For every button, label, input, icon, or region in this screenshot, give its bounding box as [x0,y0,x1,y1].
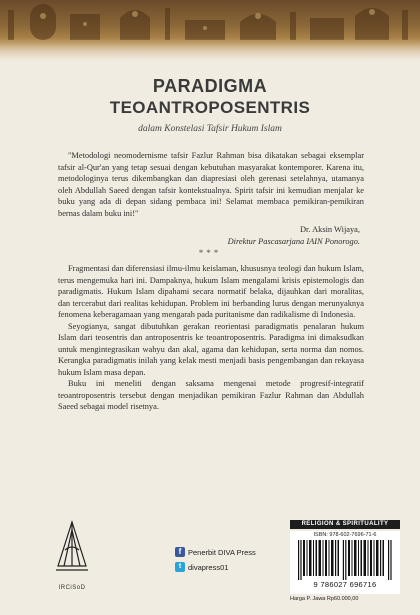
isbn-number: 9 786027 696716 [313,580,377,589]
price-label: Harga P. Jawa Rp60.000,00 [290,596,359,602]
blurb-paragraph: Seyogianya, sangat dibutuhkan gerakan reorientasi paradigmatis penalaran hukum Islam dari teosentris dan antroposentris ke teoantroposentris. Paradigma ini dimaksudkan untuk mengintegrasikan wahyu dan akal, agama dan kehidupan, serta norma dan nomos. Kerangka paradigmatis inilah yang kelak mesti menjadi basis pengembangan dan rekayasa hukum Islam masa depan. [58,321,364,377]
genre-label: RELIGION & SPIRITUALITY [290,520,400,529]
twitter-link[interactable] [175,562,228,572]
book-subtitle: dalam Konstelasi Tafsir Hukum Islam [138,124,282,134]
blurb-paragraph: Fragmentasi dan diferensiasi ilmu-ilmu keislaman, khususnya teologi dan hukum Islam, terus mengemuka hari ini. Dampaknya, hukum Islam mengalami krisis epistemologis dan paradigmatis. Hukum Islam dipahami secara normatif belaka, dijauhkan dari moralitas, dan tercerabut dari realitas kehidupan. Problem ini berbanding lurus dengan merunyaknya fenomena keberagamaan yang mengarah pada puritanisme dan radikalisme di Indonesia. [58,264,364,319]
endorsement-quote [58,150,364,220]
ircisod-logo-icon [52,520,92,586]
facebook-icon: f [175,547,185,557]
isbn-label: ISBN: 978-602-7696-71-6 [313,532,377,538]
publisher-logo-text: IRCiSoD [58,585,86,591]
section-separator: *** [198,248,222,258]
blurb-paragraph: Buku ini meneliti dengan saksama mengenai metode progresif-integratif teoantroposentris tersebut dengan menjadikan pemikiran Fazlur Rahman dan Abdullah Saeed sebagai model risetnya. [58,379,364,411]
cover-banner-image [0,0,420,62]
quote-text: "Metodologi neomodernisme tafsir Fazlur Rahman bisa dikatakan sebagai eksemplar tafsir al-Qur'an yang tetap sesuai dengan kebutuhan masyarakat kontemporer. Karena itu, metodologinya terus dikembangkan dan diapresiasi oleh gerenasi setelahnya, utamanya oleh Abdullah Saeed dengan tafsir kontekstualnya. Spirit tafsir ini kemudian menjalar ke buku yang ada di depan sidang pembaca ini! Selamat membaca pemikiran-pemikiran bernas dalam buku ini!" [58,151,364,218]
quote-author-role: Direktur Pascasarjana IAIN Ponorogo. [227,236,360,246]
barcode-box [290,531,400,594]
quote-attribution [228,224,360,247]
blurb-body [58,263,364,413]
facebook-link[interactable] [175,547,256,557]
facebook-label: Penerbit DIVA Press [188,547,256,557]
banner-fade [0,38,420,62]
quote-author: Dr. Aksin Wijaya, [300,225,360,234]
book-title-line2: TEOANTROPOSENTRIS [109,98,311,117]
barcode-icon [298,540,392,580]
book-title-line1: PARADIGMA [152,76,268,96]
twitter-label: divapress01 [188,562,229,572]
twitter-icon: t [175,562,185,572]
